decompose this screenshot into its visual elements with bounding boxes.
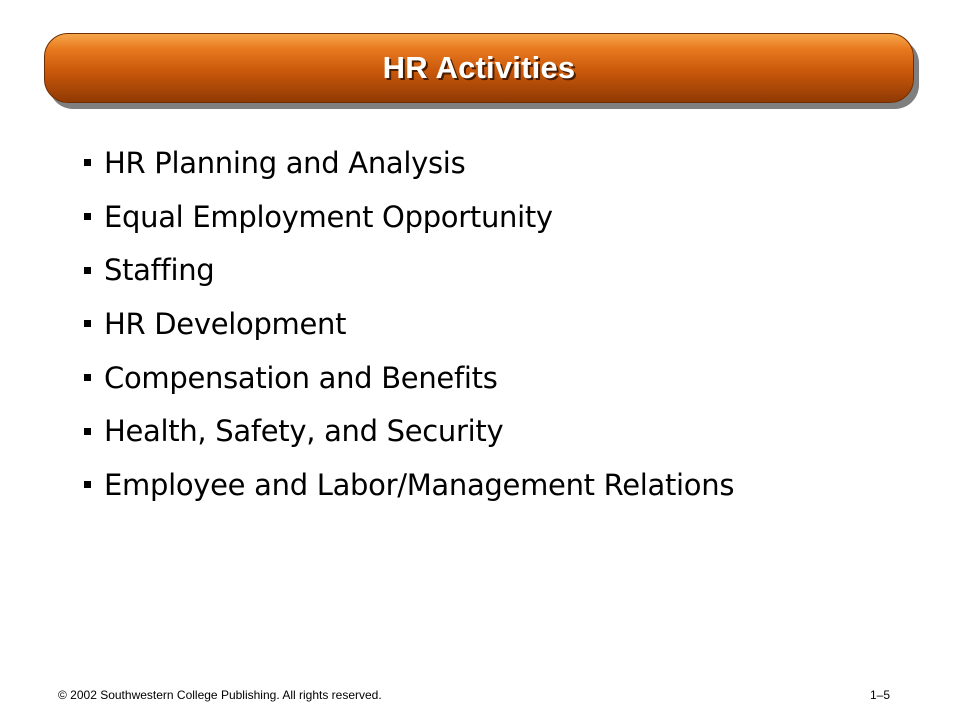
list-item [84, 190, 734, 244]
list-item [84, 243, 734, 297]
slide-title: HR Activities [382, 50, 576, 85]
footer-copyright: © 2002 Southwestern College Publishing. All rights reserved. [58, 688, 382, 702]
list-item [84, 297, 734, 351]
bullet-text: Equal Employment Opportunity [104, 199, 553, 234]
square-bullet-icon [84, 481, 91, 488]
square-bullet-icon [84, 213, 91, 220]
list-item [84, 404, 734, 458]
bullet-text: HR Development [104, 306, 347, 341]
footer-page-number: 1–5 [869, 688, 890, 702]
bullet-text: Compensation and Benefits [104, 360, 498, 395]
square-bullet-icon [84, 374, 91, 381]
bullet-text: Employee and Labor/Management Relations [104, 467, 735, 502]
title-bar [44, 33, 914, 103]
list-item [84, 351, 734, 405]
bullet-text: HR Planning and Analysis [104, 145, 466, 180]
bullet-list [84, 136, 734, 512]
square-bullet-icon [84, 267, 91, 274]
square-bullet-icon [84, 320, 91, 327]
bullet-text: Health, Safety, and Security [104, 414, 504, 449]
bullet-text: Staffing [104, 253, 215, 288]
list-item [84, 136, 734, 190]
square-bullet-icon [84, 428, 91, 435]
square-bullet-icon [84, 159, 91, 166]
list-item [84, 458, 734, 512]
